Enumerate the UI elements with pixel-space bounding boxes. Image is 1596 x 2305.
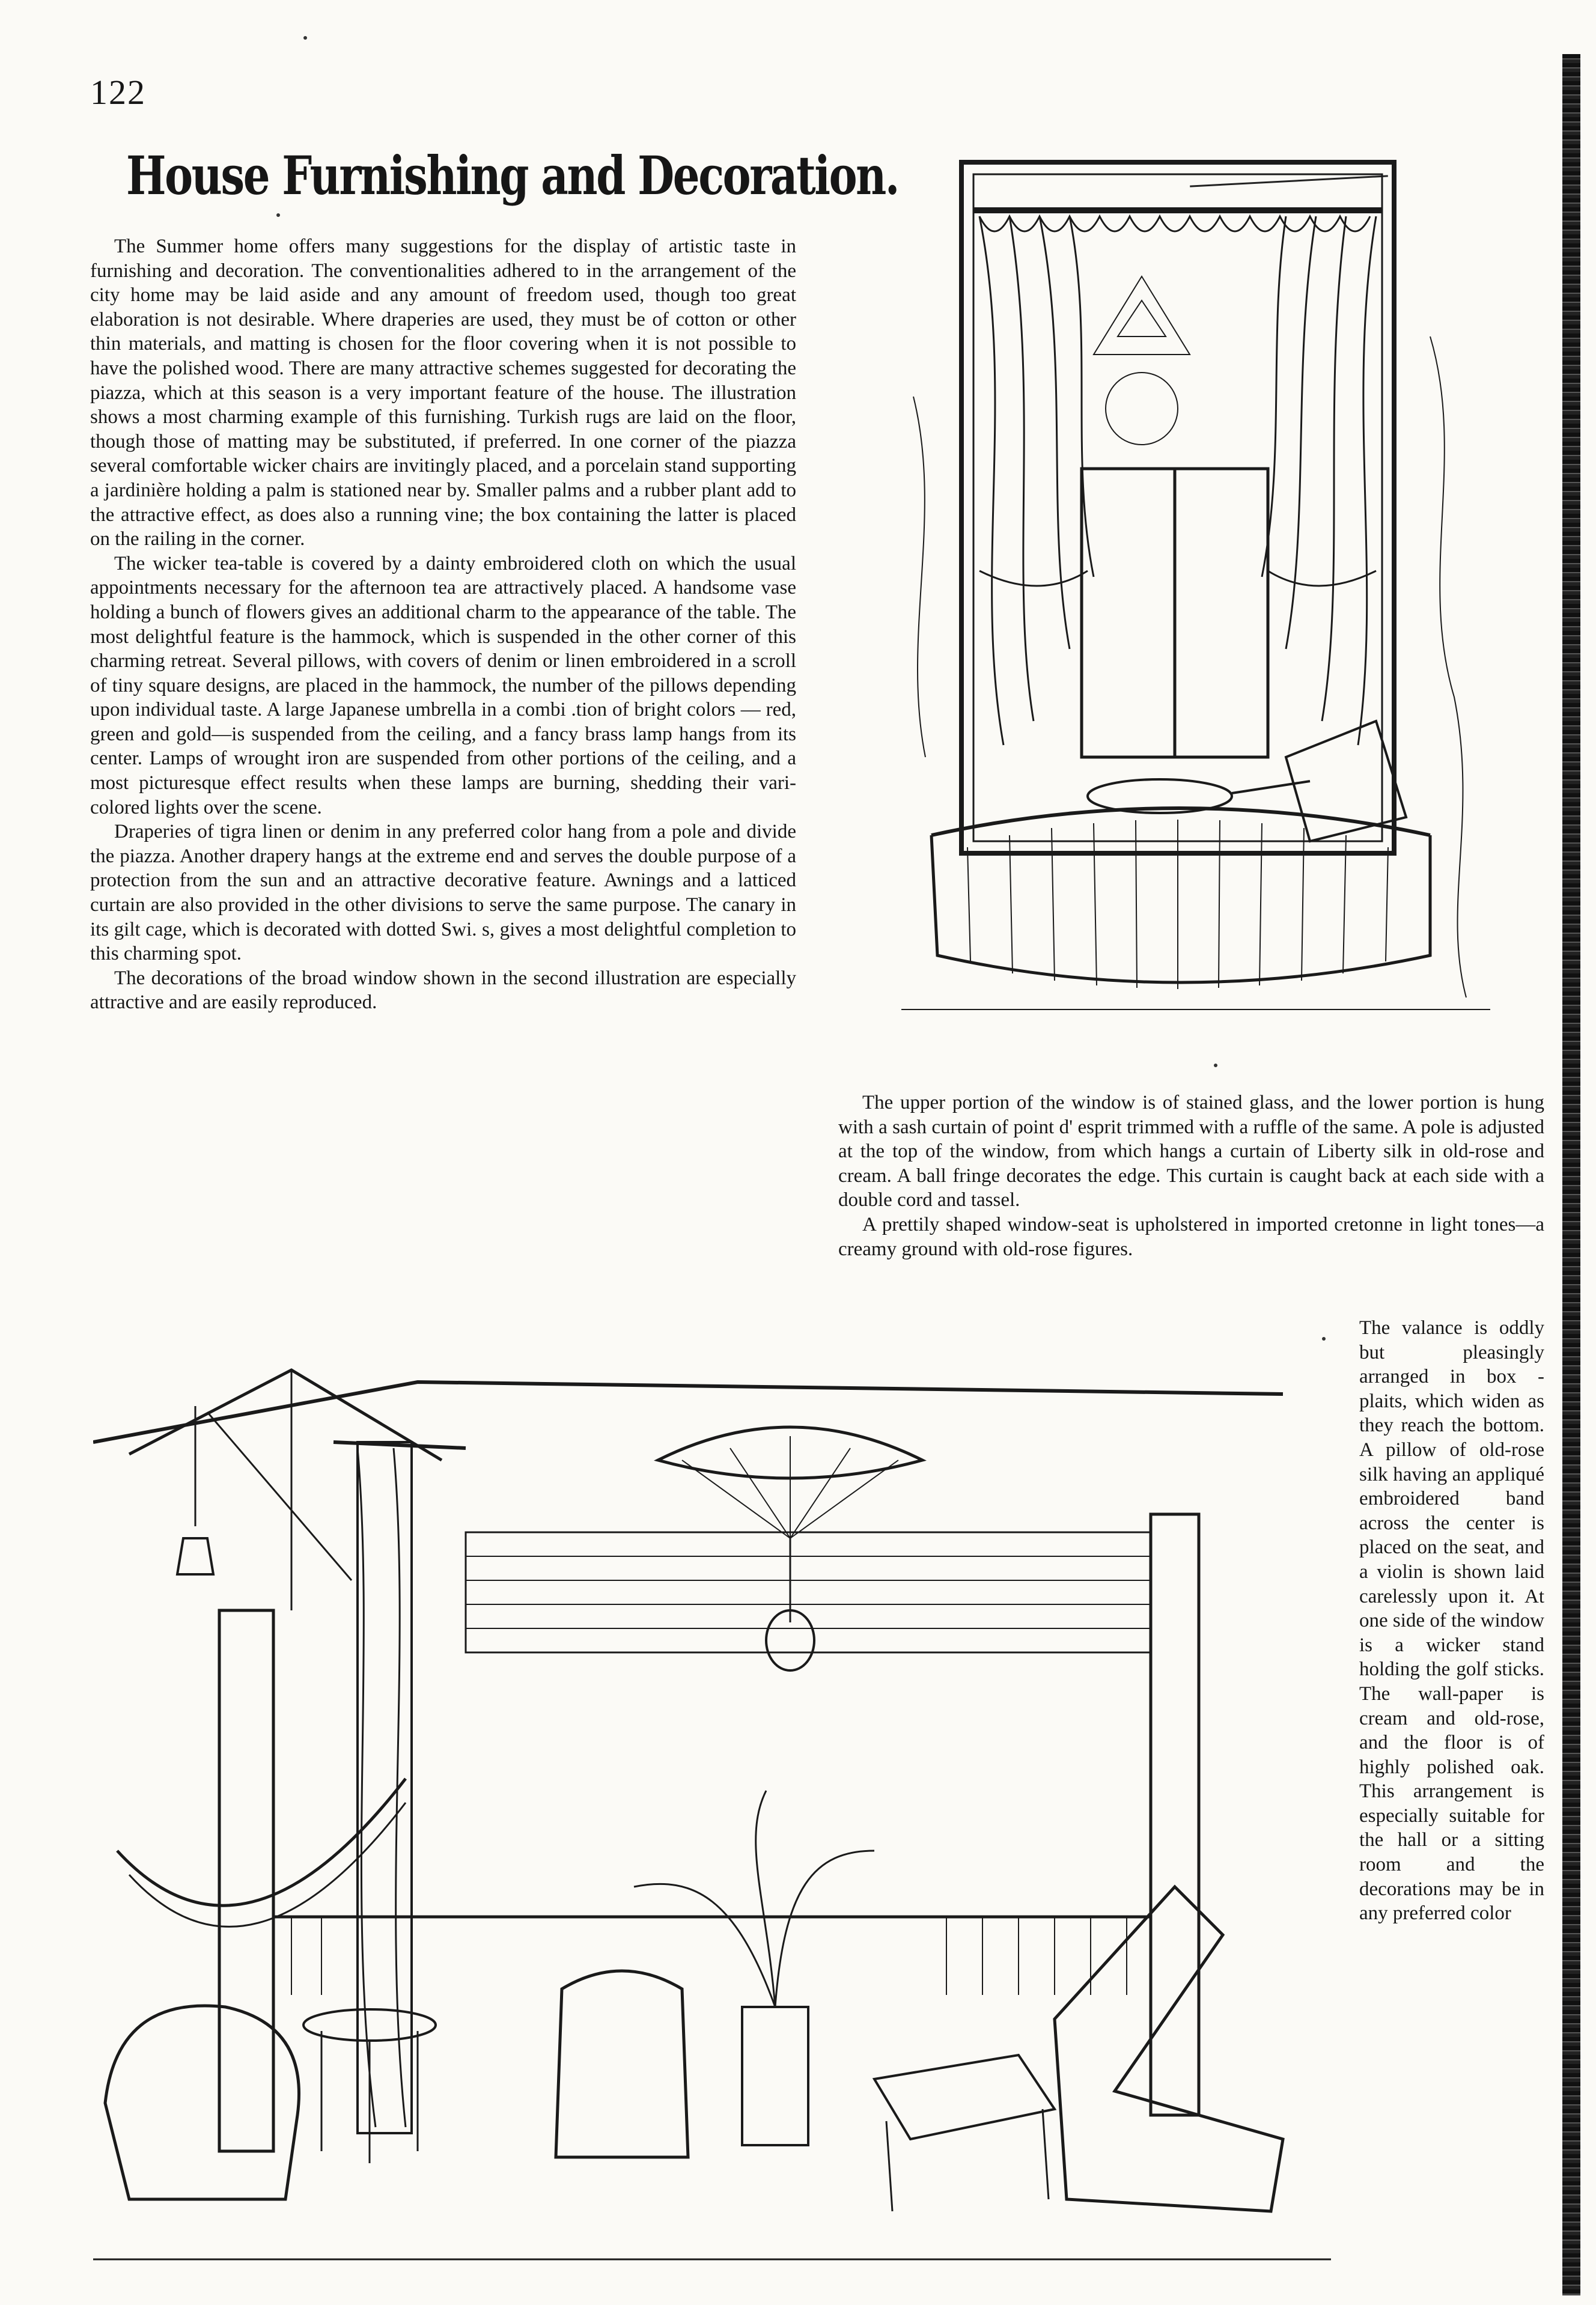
article-paragraph-3: Draperies of tigra linen or denim in any preferred color hang from a pole and divide the piazza. Another drapery hangs at the extreme end and serves the double purpose of a protection from the sun and an attractive decorative feature. Awnings and a latticed curtain are also provided in the other divisions to serve the same purpose. The canary in its gilt cage, which is decorated with dotted Swi. s, gives a most delightful completion to this charming spot.: [90, 821, 796, 965]
scan-edge-border: [1562, 54, 1580, 2295]
scan-speck: [276, 213, 280, 217]
page-number: 122: [90, 73, 146, 112]
window-seat-illustration: [889, 156, 1514, 1022]
piazza-illustration: [93, 1358, 1331, 2277]
article-paragraph-1: The Summer home offers many suggestions for the display of artistic taste in furnishing and decoration. The conventionalities adhered to in the arrangement of the city home may be laid aside and any amount of freedom used, though too great elaboration is not desirable. Where draperies are used, they must be of cotton or other thin materials, and matting is chosen for the floor covering when it is not possible to have the polished wood. There are many attractive schemes suggested for decorating the piazza, which at this season is a very important feature of the house. The illustration shows a most charming example of this furnishing. Turkish rugs are laid on the floor, though those of matting may be substituted, if preferred. In one corner of the piazza several comfortable wicker chairs are invitingly placed, and a porcelain stand supporting a jardinière holding a palm is stationed near by. Smaller palms and a rubber plant add to the attractive effect, as does also a running vine; the box containing the latter is placed on the railing in the corner.: [90, 236, 796, 550]
article-paragraph-4: The decorations of the broad window shown in the second illustration are especially attractive and are easily reproduced.: [90, 967, 796, 1014]
scan-speck: [303, 36, 307, 40]
article-right-column: [838, 1091, 1544, 1340]
scan-speck: [1214, 1064, 1217, 1067]
article-paragraph-6: A prettily shaped window-seat is upholstered in imported cretonne in light tones—a creamy ground with old-rose figures.: [838, 1213, 1544, 1260]
article-paragraph-7: The valance is oddly but pleasingly arranged in box - plaits, which widen as they reach the bottom. A pillow of old-rose silk having an appliqué embroidered band across the center is placed on the seat, and a violin is shown laid carelessly upon it. At one side of the window is a wicker stand holding the golf sticks. The wall-paper is cream and old-rose, and the floor is of highly polished oak. This arrangement is especially suitable for the hall or a sitting room and the decorations may be in any preferred color: [1359, 1317, 1544, 1925]
article-paragraph-2: The wicker tea-table is covered by a dainty embroidered cloth on which the usual appointments necessary for the afternoon tea are attractively placed. A handsome vase holding a bunch of flowers gives an additional charm to the appearance of the table. The most delightful feature is the hammock, which is suspended in the other corner of this charming retreat. Several pillows, with covers of denim or linen embroidered in a scroll of tiny square designs, are placed in the hammock, the number of the pillows depending upon individual taste. A large Japanese umbrella in a combi .tion of bright colors — red, green and gold—is suspended from the ceiling, and a fancy brass lamp hangs from its center. Lamps of wrought iron are suspended from other portions of the ceiling, and a most picturesque effect results when these lamps are burning, shedding their vari-colored lights over the scene.: [90, 552, 796, 818]
article-narrow-column: [1359, 1316, 1544, 2199]
scan-speck: [1322, 1337, 1326, 1341]
article-left-column: [90, 234, 796, 1322]
article-paragraph-5: The upper portion of the window is of stained glass, and the lower portion is hung with a sash curtain of point d' esprit trimmed with a ruffle of the same. A pole is adjusted at the top of the window, from which hangs a curtain of Liberty silk in old-rose and cream. A ball fringe decorates the edge. This curtain is caught back at each side with a double cord and tassel.: [838, 1092, 1544, 1211]
page-title: House Furnishing and Decoration.: [126, 144, 899, 207]
